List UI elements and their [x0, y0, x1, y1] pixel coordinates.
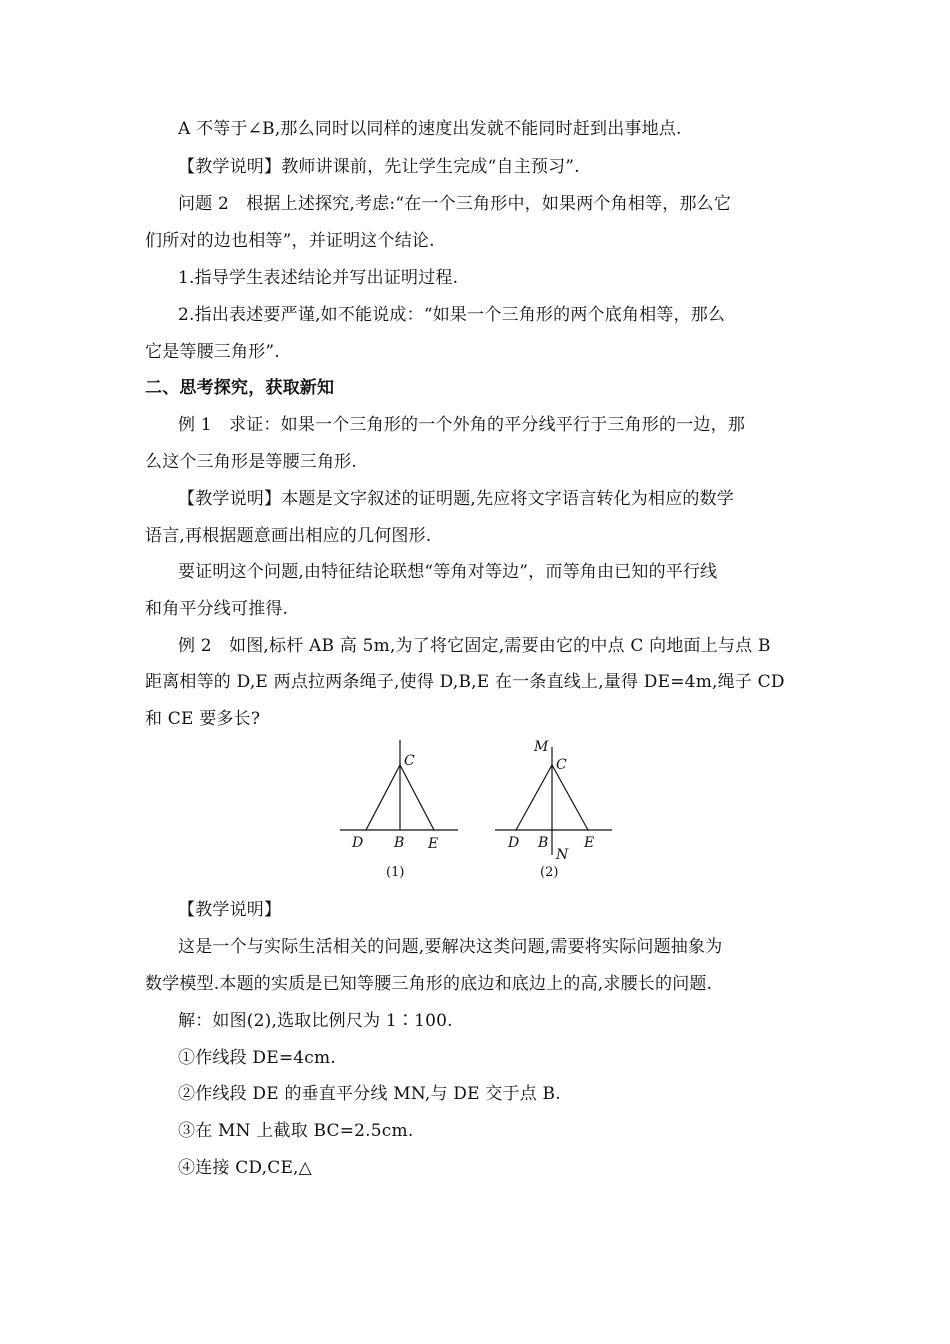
fig2-label-b: B	[538, 835, 549, 851]
fig1-label-e: E	[428, 836, 439, 852]
solution-step-2: ②作线段 DE 的垂直平分线 MN,与 DE 交于点 B.	[178, 1084, 561, 1104]
proof-hint-line1: 要证明这个问题,由特征结论联想“等角对等边”，而等角由已知的平行线	[178, 562, 718, 582]
section-heading: 二、思考探究，获取新知	[145, 378, 335, 398]
teaching-note-heading: 【教学说明】	[178, 900, 282, 920]
paragraph-line: A 不等于∠B,那么同时以同样的速度出发就不能同时赶到出事地点.	[178, 119, 682, 139]
geometry-figures	[330, 735, 630, 885]
solution-step-1: ①作线段 DE=4cm.	[178, 1048, 336, 1068]
figure-1	[340, 740, 458, 830]
fig2-segment-cd	[516, 765, 552, 830]
example-1-line2: 么这个三角形是等腰三角形.	[145, 452, 358, 472]
fig2-caption: (2)	[540, 865, 559, 880]
example-2-line1: 例 2 如图,标杆 AB 高 5m,为了将它固定,需要由它的中点 C 向地面上与点 B	[178, 636, 771, 656]
list-item-2-line2: 它是等腰三角形”.	[145, 342, 280, 362]
solution-intro: 解：如图(2),选取比例尺为 1∶100.	[178, 1011, 453, 1031]
fig2-label-e: E	[584, 835, 595, 851]
example-2-line3: 和 CE 要多长?	[145, 709, 261, 729]
example-1-line1: 例 1 求证：如果一个三角形的一个外角的平分线平行于三角形的一边，那	[178, 415, 746, 435]
list-item-2-line1: 2.指出表述要严谨,如不能说成：“如果一个三角形的两个底角相等，那么	[178, 305, 726, 325]
proof-hint-line2: 和角平分线可推得.	[145, 599, 289, 619]
fig2-label-n: N	[556, 847, 569, 863]
question-2-line2: 们所对的边也相等”，并证明这个结论.	[145, 231, 435, 251]
teaching-note-line1: 【教学说明】本题是文字叙述的证明题,先应将文字语言转化为相应的数学	[178, 489, 735, 509]
teaching-note-2-line1: 这是一个与实际生活相关的问题,要解决这类问题,需要将实际问题抽象为	[178, 937, 723, 957]
teaching-note: 【教学说明】教师讲课前，先让学生完成“自主预习”.	[178, 157, 580, 177]
question-2-line1: 问题 2 根据上述探究,考虑:“在一个三角形中，如果两个角相等，那么它	[178, 194, 732, 214]
fig2-label-d: D	[508, 835, 520, 851]
fig1-rope-cd	[366, 765, 400, 830]
solution-step-4: ④连接 CD,CE,△	[178, 1158, 312, 1178]
solution-step-3: ③在 MN 上截取 BC=2.5cm.	[178, 1121, 414, 1141]
fig1-label-c: C	[404, 753, 415, 769]
teaching-note-line2: 语言,再根据题意画出相应的几何图形.	[145, 526, 432, 546]
fig2-label-m: M	[534, 739, 549, 755]
fig2-segment-ce	[552, 765, 588, 830]
list-item-1: 1.指导学生表述结论并写出证明过程.	[178, 268, 459, 288]
fig2-label-c: C	[556, 757, 567, 773]
fig1-label-d: D	[352, 835, 364, 851]
fig1-label-b: B	[394, 835, 405, 851]
fig1-rope-ce	[400, 765, 434, 830]
fig1-caption: (1)	[386, 865, 405, 880]
teaching-note-2-line2: 数学模型.本题的实质是已知等腰三角形的底边和底边上的高,求腰长的问题.	[145, 974, 713, 994]
example-2-line2: 距离相等的 D,E 两点拉两条绳子,使得 D,B,E 在一条直线上,量得 DE=4m,绳子 CD	[145, 672, 785, 692]
figures-svg	[330, 735, 630, 885]
